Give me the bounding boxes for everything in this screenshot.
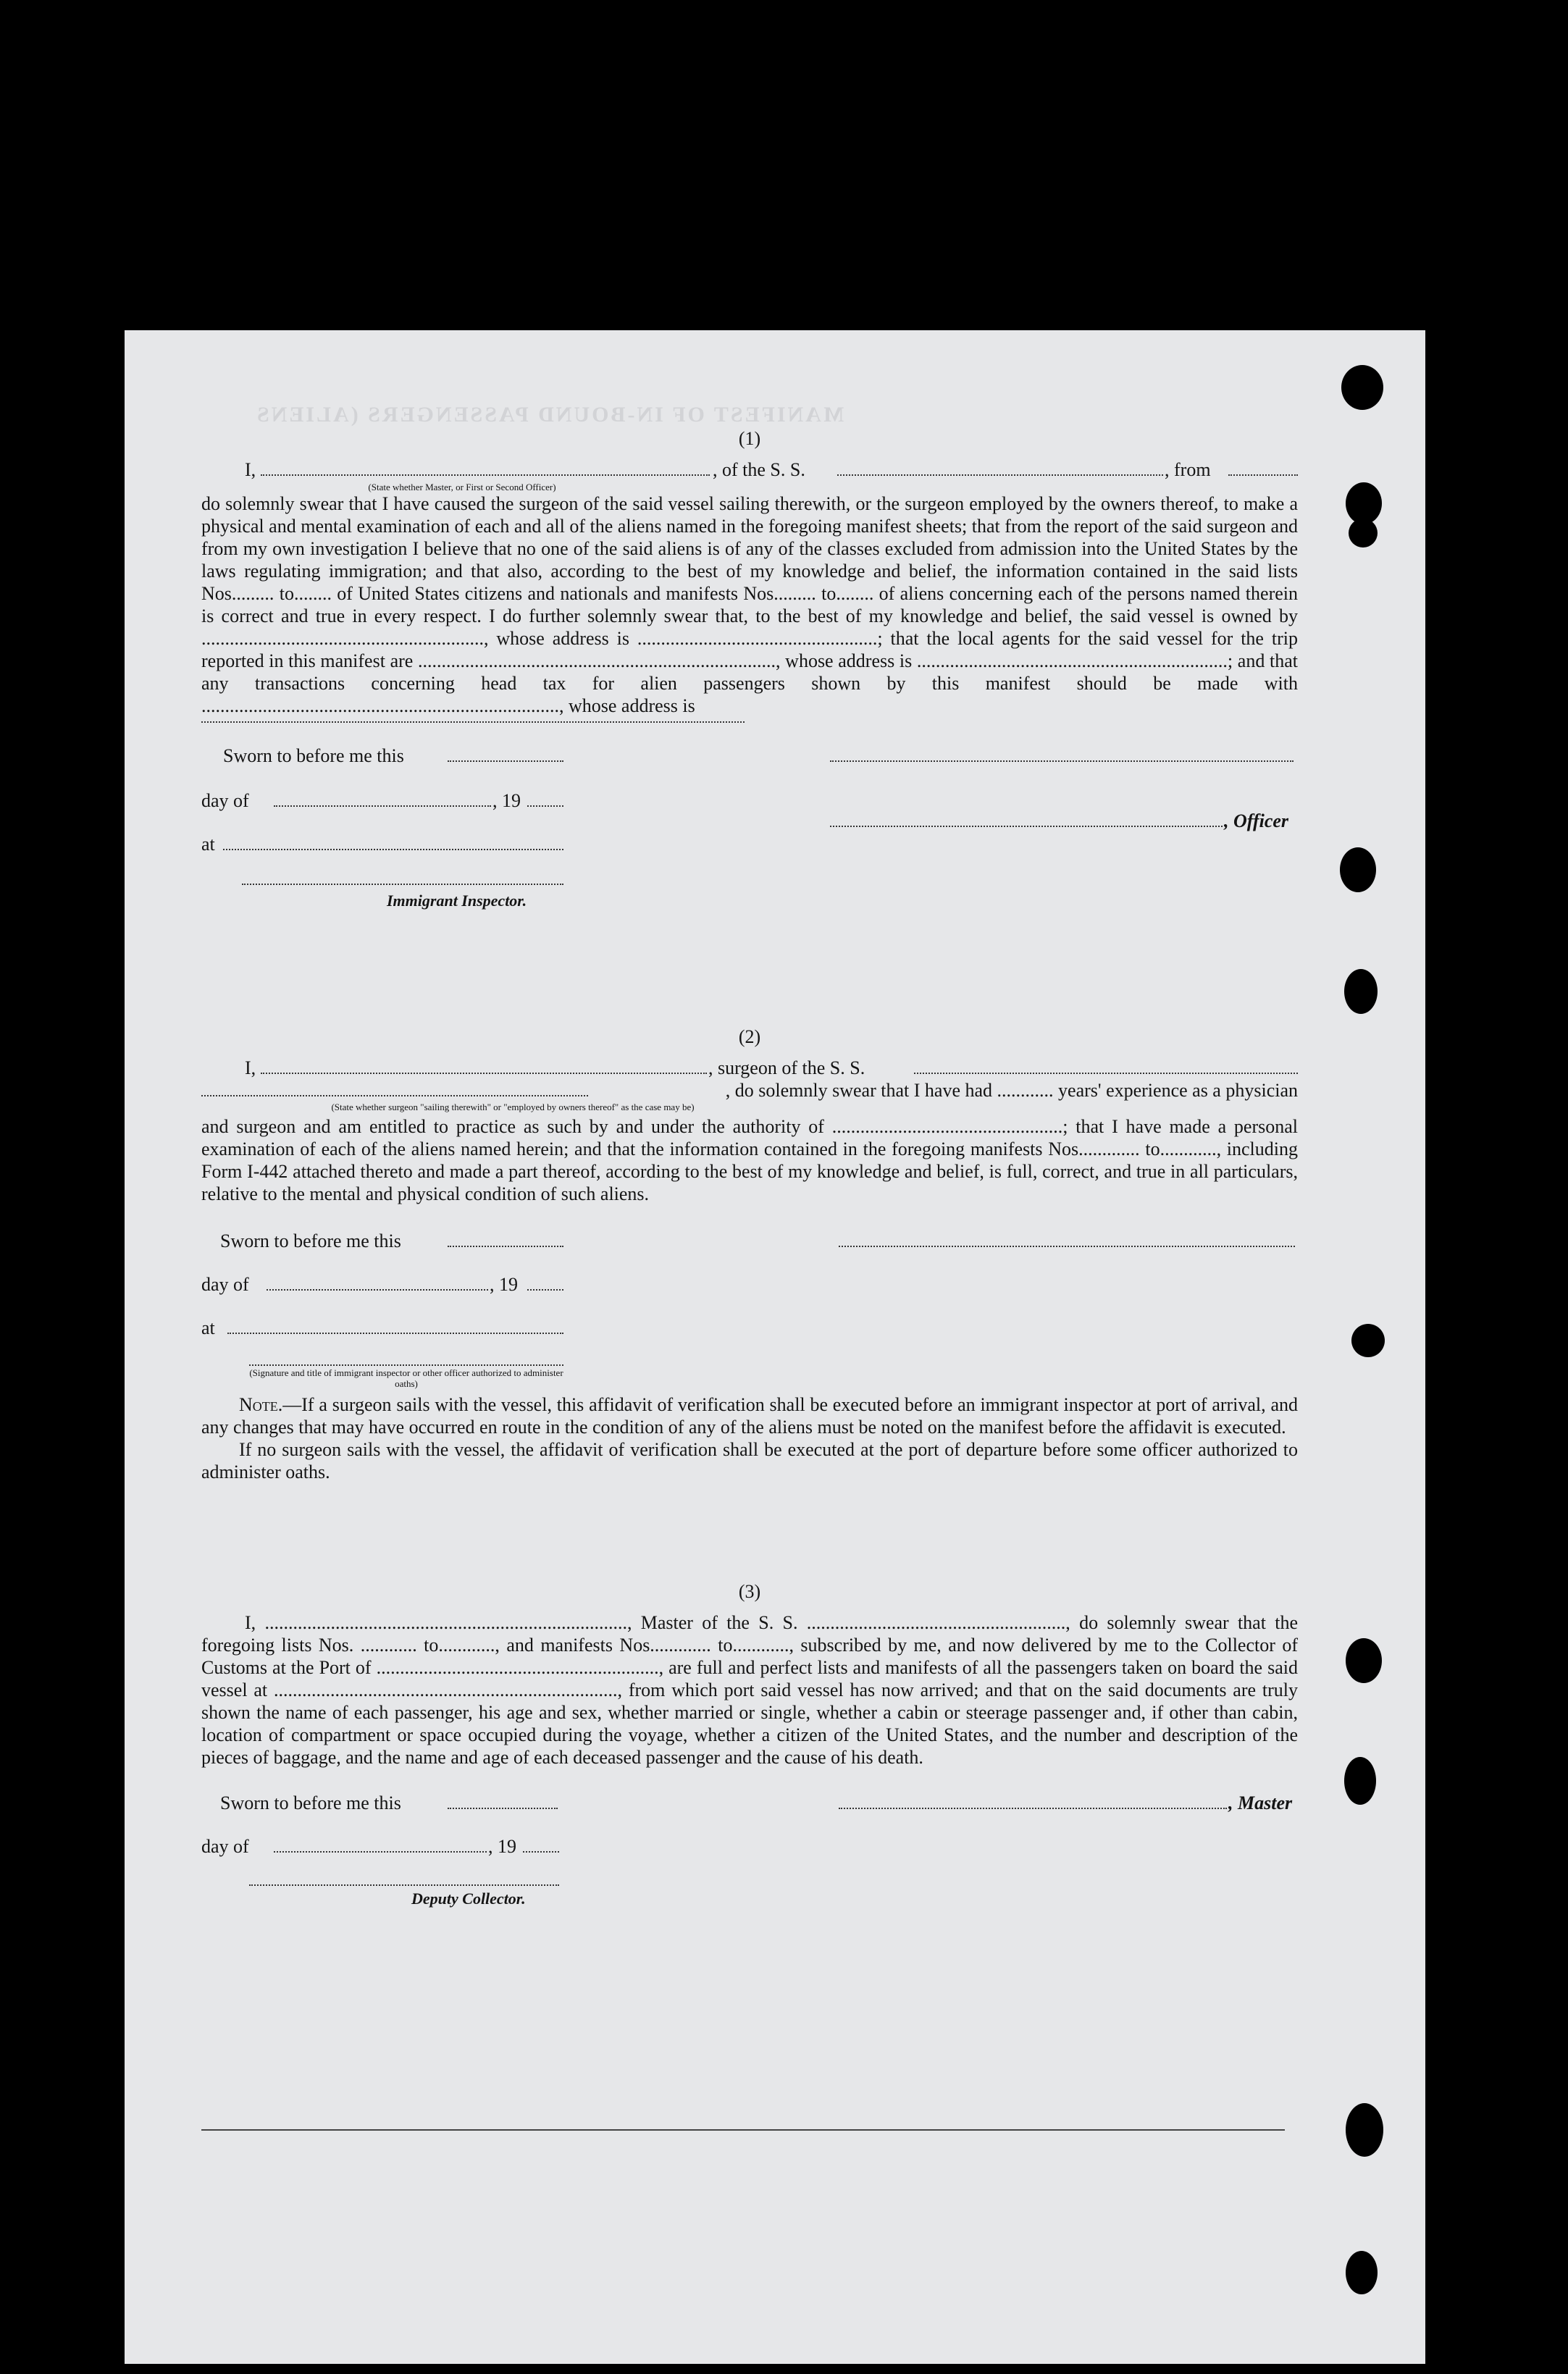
section3-heading: (3) — [738, 1581, 761, 1602]
section1-signature-block: Sworn to before me this day of , 19 , Officer at Immigrant Inspector. — [201, 739, 1298, 927]
deputy-collector-label: Deputy Collector. — [411, 1889, 526, 1908]
section2-note: Note.—If a surgeon sails with the vessel, this affidavit of verification shall be executed before an immigrant inspector at port of arrival, and any changes that may have occurred en route in the condition of any of the aliens must be noted on the manifest before the affidavit is executed. — [201, 1394, 1298, 1438]
section2-line1: I, , surgeon of the S. S. — [201, 1057, 1298, 1079]
section3-signature-block: Sworn to before me this , Master day of , 19 Deputy Collector. — [201, 1789, 1298, 1919]
master-label: , Master — [1228, 1792, 1293, 1813]
punch-hole — [1344, 969, 1378, 1014]
signature-title-note: (Signature and title of immigrant inspector or other officer authorized to administer oaths) — [249, 1367, 563, 1389]
punch-hole — [1346, 1638, 1382, 1683]
section2-signature-block: Sworn to before me this day of , 19 at (Signature and title of immigrant inspector or other officer authorized to administer oaths) — [201, 1225, 1298, 1392]
punch-hole — [1351, 1324, 1385, 1357]
section1-officer-note: (State whether Master, or First or Second Officer) — [368, 482, 556, 492]
section1-body: do solemnly swear that I have caused the surgeon of the said vessel sailing therewith, or the surgeon employed by the owners thereof, to make a physical and mental examination of each and all of the aliens named in the foregoing manifest sheets; that from the report of the said surgeon and from my own investigation I believe that no one of the said aliens is of any of the classes excluded from admission into the United States by the laws regulating immigration; and that also, according to the best of my knowledge and belief, the information contained in the said lists Nos......... to........ of United States citizens and nationals and manifests Nos......... to........ of aliens concerning each of the persons named therein is correct and true in every respect. I do further solemnly swear that, to the best of my knowledge and belief, the said vessel is owned by ............................................................, whose address is ...................................................; that the local agents for the said vessel for the trip reported in this manifest are ............................................................................, whose address is ..................................................................; and that any transactions concerning head tax for alien passengers shown by this manifest should be made with ............................................................................, whose address is — [201, 493, 1298, 716]
punch-hole — [1349, 519, 1378, 548]
punch-hole — [1340, 847, 1376, 892]
punch-hole — [1341, 365, 1383, 410]
section1-line1: I, , of the S. S. , from — [201, 458, 1298, 482]
officer-signature-line[interactable] — [830, 745, 1294, 762]
section2-line2: , do solemnly swear that I have had ............ years' experience as a physician — [201, 1079, 1298, 1102]
section1-heading: (1) — [738, 428, 761, 449]
section2-surgeon-note: (State whether surgeon "sailing therewith" or "employed by owners thereof" as the case may be) — [331, 1102, 695, 1112]
section2-note-2: If no surgeon sails with the vessel, the affidavit of verification shall be executed at the port of departure before some officer authorized to administer oaths. — [201, 1439, 1298, 1482]
section3-body: I, ............................................................................., Master of the S. S. ......................................................., do solemnly swear that the foregoing lists Nos. ............ to............, and manifests Nos............. to............, subscribed by me, and now delivered by me to the Collector of Customs at the Port of ............................................................, are full and perfect lists and manifests of all the passengers taken on board the said vessel at ........................................................................., from which port said vessel has now arrived; and that on the said documents are truly shown the name of each passenger, his age and sex, whether married or single, whether a cabin or steerage passenger and, if other than cabin, location of compartment or space occupied during the voyage, whether a citizen of the United States, and the number and description of the pieces of baggage, and the name and age of each deceased passenger and the cause of his death. — [201, 1612, 1298, 1768]
surgeon-signature-line[interactable] — [839, 1230, 1295, 1247]
officer-label: , Officer — [1224, 810, 1289, 831]
section2-heading: (2) — [738, 1026, 761, 1047]
affidavit-content — [201, 417, 1298, 1919]
bleed-through-text: MANIFEST OF IN-BOUND PASSENGERS (ALIENS — [255, 403, 844, 427]
section2-body: and surgeon and am entitled to practice as such by and under the authority of .................................................; that I have made a personal examination of each of the aliens named herein; and that the information contained in the foregoing manifests Nos............. to............, including Form I-442 attached thereto and made a part thereof, according to the best of my knowledge and belief, is full, correct, and true in all particulars, relative to the mental and physical condition of such aliens. — [201, 1116, 1298, 1204]
punch-hole — [1344, 1757, 1376, 1805]
punch-hole — [1346, 2103, 1383, 2157]
master-signature-line[interactable] — [839, 1792, 1227, 1809]
punch-hole — [1346, 2251, 1378, 2294]
bottom-rule — [201, 2129, 1285, 2131]
form-sheet — [125, 330, 1425, 2364]
immigrant-inspector-label: Immigrant Inspector. — [387, 892, 527, 910]
